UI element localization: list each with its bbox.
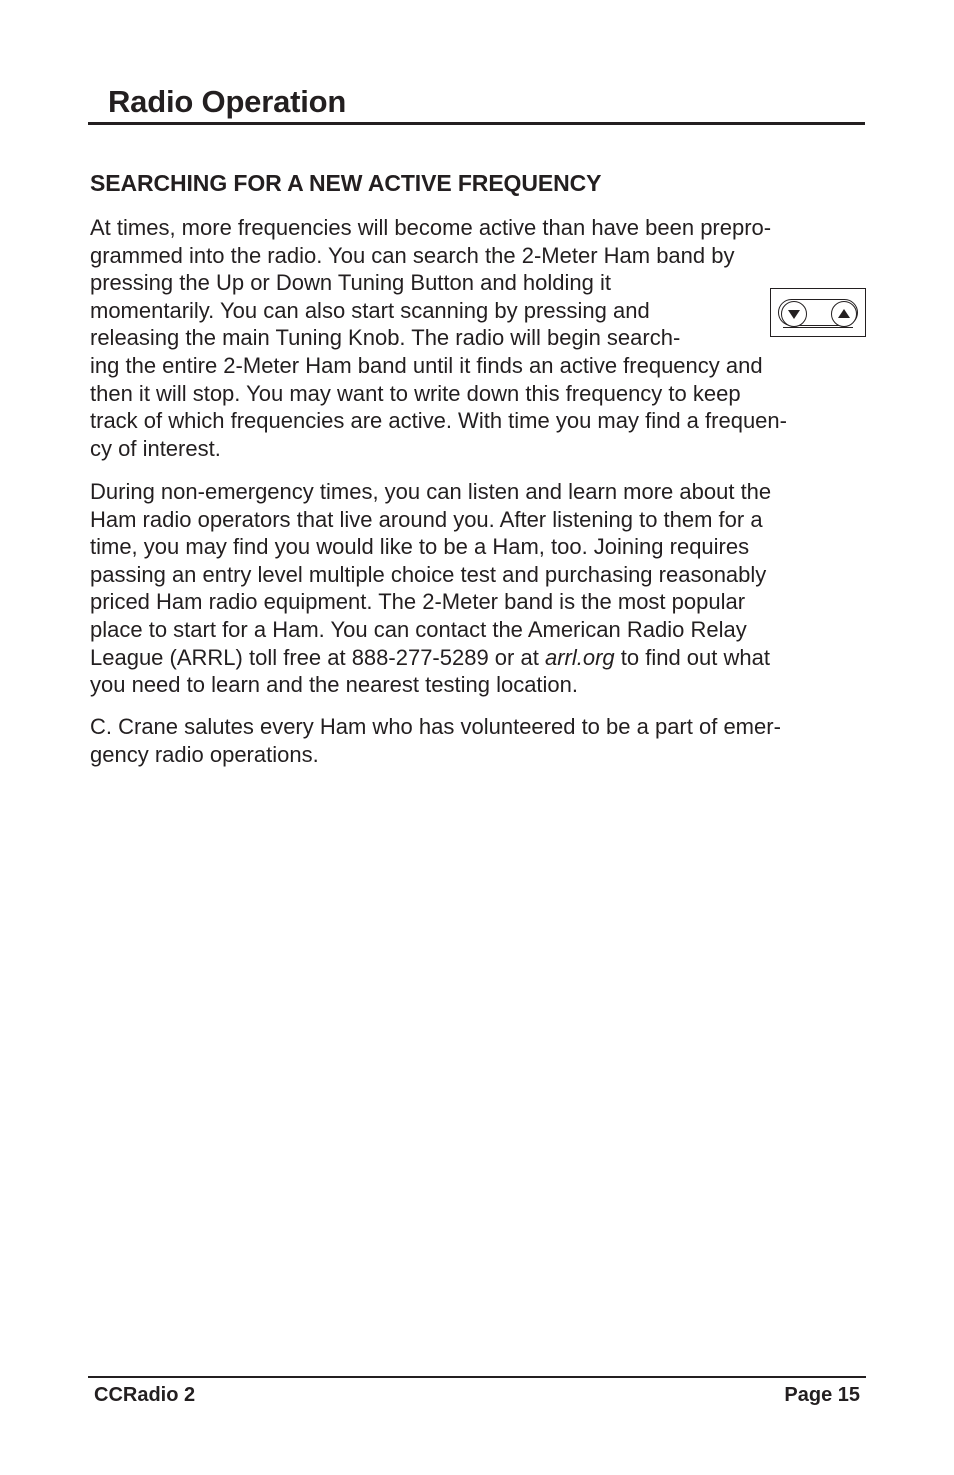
paragraph-ham-info (90, 478, 865, 699)
paragraph-searching (90, 214, 865, 462)
footer-page-number: Page 15 (784, 1384, 860, 1406)
down-tuning-button (781, 301, 807, 327)
text-line: momentarily. You can also start scanning by pressing and (90, 297, 650, 323)
text-line: releasing the main Tuning Knob. The radio will begin search- (90, 325, 681, 351)
footer-product-name: CCRadio 2 (94, 1384, 196, 1406)
up-arrow-icon (836, 307, 852, 321)
text-line: ing the entire 2-Meter Ham band until it finds an active frequency and (90, 352, 763, 378)
footer-rule (88, 1376, 866, 1378)
up-tuning-button (831, 301, 857, 327)
paragraph-salute (90, 713, 865, 768)
text-line: you need to learn and the nearest testing location. (90, 672, 579, 698)
text-line: pressing the Up or Down Tuning Button and holding it (90, 270, 611, 296)
text-line: track of which frequencies are active. With time you may find a frequen- (90, 408, 787, 434)
text-line: At times, more frequencies will become active than have been prepro- (90, 215, 772, 240)
text-segment: League (ARRL) toll free at 888-277-5289 or at (90, 644, 545, 670)
text-line: then it will stop. You may want to write down this frequency to keep (90, 380, 741, 406)
text-line: priced Ham radio equipment. The 2-Meter band is the most popular (90, 589, 746, 615)
text-line: Ham radio operators that live around you. After listening to them for a (90, 506, 763, 532)
page-title: Radio Operation (108, 84, 347, 119)
text-line (90, 644, 865, 672)
text-line: C. Crane salutes every Ham who has volunteered to be a part of emer- (90, 714, 781, 739)
text-segment: to find out what (614, 644, 770, 670)
text-line: grammed into the radio. You can search the 2-Meter Ham band by (90, 242, 735, 268)
text-line: cy of interest. (90, 435, 221, 461)
header-rule (88, 122, 865, 125)
arrl-link: arrl.org (544, 644, 615, 670)
text-line: time, you may find you would like to be a Ham, too. Joining requires (90, 534, 750, 560)
text-line: passing an entry level multiple choice test and purchasing reasonably (90, 561, 767, 587)
text-line: During non-emergency times, you can listen and learn more about the (90, 479, 772, 504)
text-line: gency radio operations. (90, 741, 319, 767)
text-line: place to start for a Ham. You can contact the American Radio Relay (90, 616, 747, 642)
tuning-buttons-figure (770, 288, 866, 337)
down-arrow-icon (786, 307, 802, 321)
section-heading: SEARCHING FOR A NEW ACTIVE FREQUENCY (90, 170, 602, 196)
housing-base-line (783, 327, 853, 328)
